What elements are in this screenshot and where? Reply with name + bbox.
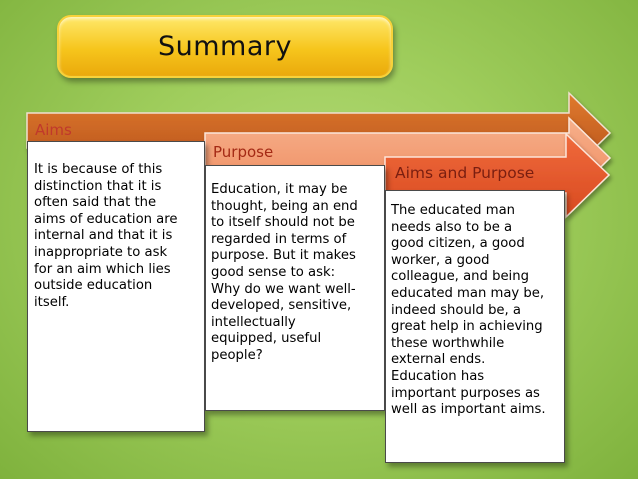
aims-and-purpose-heading: Aims and Purpose [395,164,535,182]
aims-heading: Aims [35,121,72,139]
purpose-heading: Purpose [213,143,274,161]
aims-body-text: It is because of this distinction that it is often said that the aims of education are internal and that it is inappropriate to ask for an aim which lies outside education itself. [34,162,178,310]
aims-and-purpose-body-text: The educated man needs also to be a good citizen, a good worker, a good colleague, and being educated man may be, indeed should be, a great help in achieving these worthwhile external ends. Education has important purposes as well as important aims. [391,203,546,418]
slide-title: Summary [158,31,292,62]
purpose-body-text: Education, it may be thought, being an end to itself should not be regarded in terms of purpose. But it makes good sense to ask: Why do we want well- developed, sensitive, intellectually equipped, useful people? [211,182,358,363]
